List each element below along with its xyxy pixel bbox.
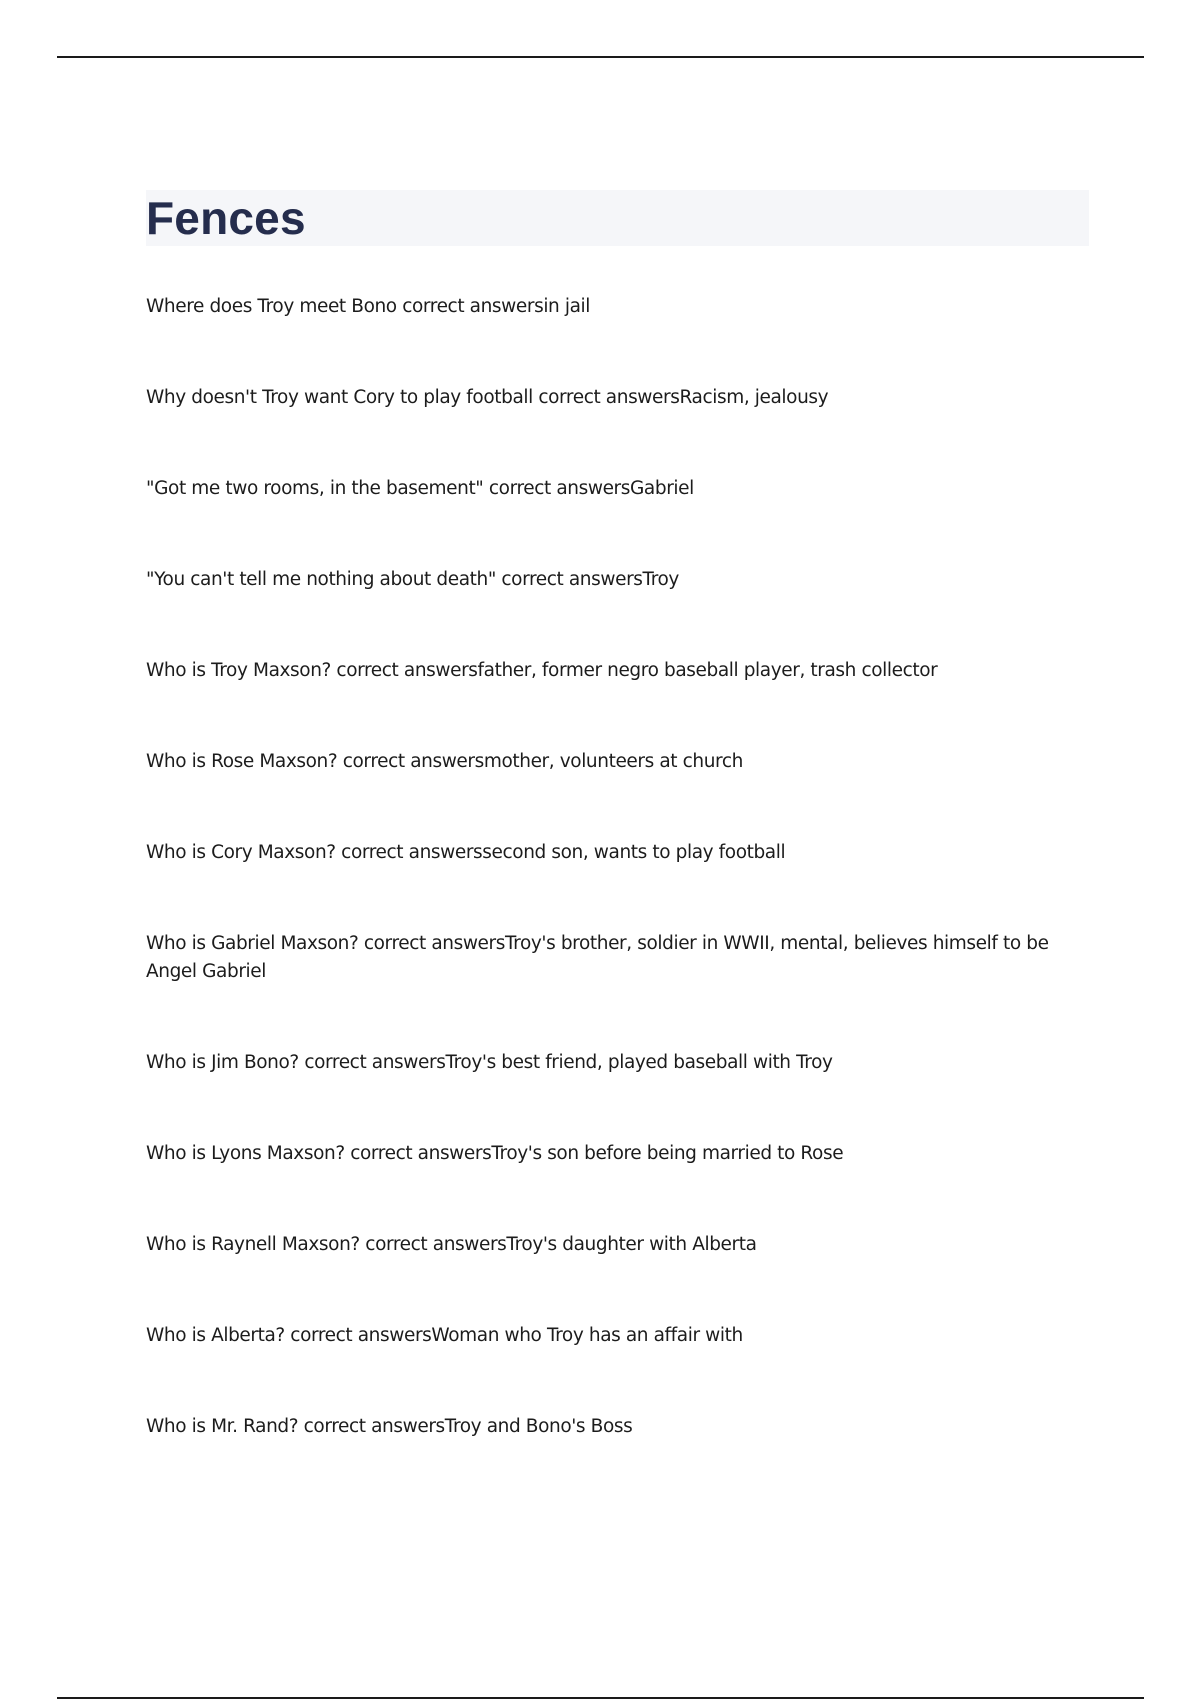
document-title: Fences [146,192,306,244]
qa-item: Who is Troy Maxson? correct answersfather, former negro baseball player, trash collector [146,660,938,681]
qa-item: Who is Alberta? correct answersWoman who Troy has an affair with [146,1325,743,1346]
title-band [146,190,1089,246]
qa-item: Who is Gabriel Maxson? correct answersTroy's brother, soldier in WWII, mental, believes himself to be Angel Gabriel [146,933,1049,982]
qa-item: Who is Raynell Maxson? correct answersTroy's daughter with Alberta [146,1234,757,1255]
qa-item: "Got me two rooms, in the basement" correct answersGabriel [146,478,694,499]
qa-item: Who is Lyons Maxson? correct answersTroy's son before being married to Rose [146,1143,844,1164]
qa-item: Why doesn't Troy want Cory to play football correct answersRacism, jealousy [146,387,829,408]
qa-item: Who is Rose Maxson? correct answersmother, volunteers at church [146,751,743,772]
qa-item: Who is Jim Bono? correct answersTroy's best friend, played baseball with Troy [146,1052,833,1073]
qa-item: Who is Cory Maxson? correct answerssecond son, wants to play football [146,842,786,863]
document-body [146,190,1089,1437]
qa-item: "You can't tell me nothing about death" correct answersTroy [146,569,679,590]
top-rule [57,56,1144,58]
qa-item: Who is Mr. Rand? correct answersTroy and Bono's Boss [146,1416,633,1437]
qa-item: Where does Troy meet Bono correct answersin jail [146,296,591,317]
bottom-rule [57,1697,1144,1699]
